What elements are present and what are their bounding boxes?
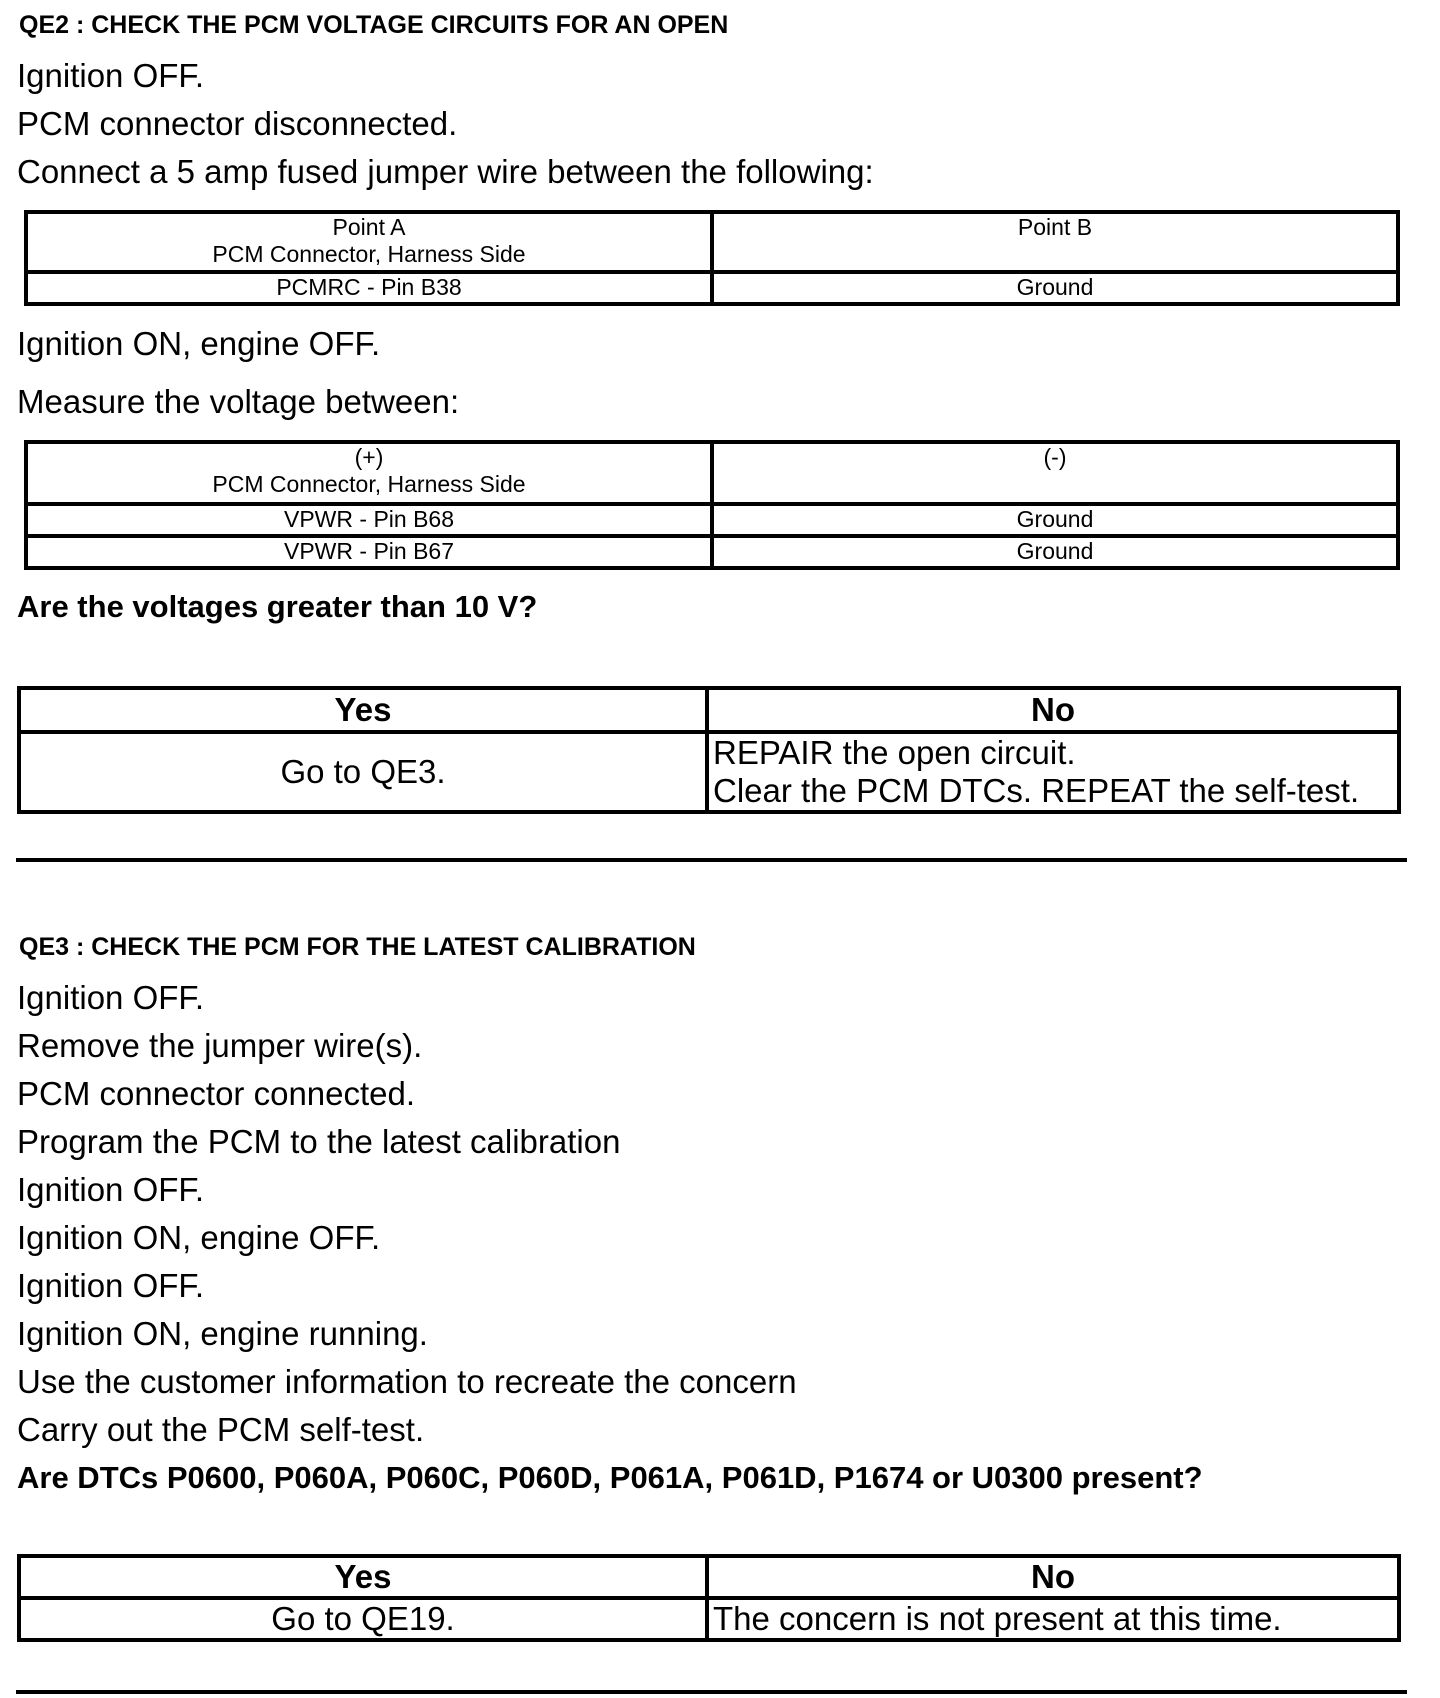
qe3-question: Are DTCs P0600, P060A, P060C, P060D, P061A, P061D, P1674 or U0300 present? <box>17 1460 1203 1495</box>
qe3-step-5: Ignition OFF. <box>17 1171 205 1208</box>
jumper-table-header-point-a <box>26 212 712 272</box>
qe3-step-9: Use the customer information to recreate the concern <box>17 1363 797 1400</box>
qe3-step-3: PCM connector connected. <box>17 1075 416 1112</box>
yes-header: Yes <box>19 688 707 732</box>
jumper-table <box>24 210 1400 306</box>
voltage-ground-cell: Ground <box>712 536 1398 568</box>
yes-header: Yes <box>19 1556 707 1598</box>
plus-label: (+) <box>354 444 384 470</box>
qe2-step-5: Measure the voltage between: <box>17 383 460 420</box>
qe3-step-4: Program the PCM to the latest calibration <box>17 1123 621 1160</box>
table-row <box>19 1598 1399 1640</box>
no-action-cell: The concern is not present at this time. <box>707 1598 1399 1640</box>
table-row <box>19 732 1399 812</box>
yes-action-link[interactable]: Go to QE3. <box>19 732 707 812</box>
qe3-step-6: Ignition ON, engine OFF. <box>17 1219 381 1256</box>
qe2-result-table <box>17 686 1401 814</box>
section-divider <box>16 858 1407 862</box>
repair-instruction: REPAIR the open circuit. <box>713 734 1076 771</box>
table-row <box>26 272 1398 304</box>
jumper-ground-cell: Ground <box>712 272 1398 304</box>
qe2-step-1: Ignition OFF. <box>17 57 205 94</box>
yes-action-link[interactable]: Go to QE19. <box>19 1598 707 1640</box>
voltage-ground-cell: Ground <box>712 504 1398 536</box>
qe2-step-3: Connect a 5 amp fused jumper wire between the following: <box>17 153 874 190</box>
qe2-question: Are the voltages greater than 10 V? <box>17 589 538 624</box>
harness-side-label: PCM Connector, Harness Side <box>212 241 526 267</box>
table-row <box>26 536 1398 568</box>
qe3-step-7: Ignition OFF. <box>17 1267 205 1304</box>
qe2-step-4: Ignition ON, engine OFF. <box>17 325 381 362</box>
table-row <box>26 504 1398 536</box>
qe3-heading: QE3 : CHECK THE PCM FOR THE LATEST CALIBRATION <box>19 933 696 961</box>
qe3-step-2: Remove the jumper wire(s). <box>17 1027 423 1064</box>
qe3-step-10: Carry out the PCM self-test. <box>17 1411 425 1448</box>
qe3-step-1: Ignition OFF. <box>17 979 205 1016</box>
jumper-table-header-point-b: Point B <box>712 212 1398 272</box>
qe3-step-8: Ignition ON, engine running. <box>17 1315 428 1352</box>
voltage-table-header-minus: (-) <box>712 442 1398 504</box>
no-action-cell <box>707 732 1399 812</box>
qe2-heading: QE2 : CHECK THE PCM VOLTAGE CIRCUITS FOR AN OPEN <box>19 11 729 39</box>
section-divider <box>16 1690 1407 1694</box>
no-header: No <box>707 688 1399 732</box>
voltage-table-header-plus <box>26 442 712 504</box>
clear-dtc-instruction: Clear the PCM DTCs. REPEAT the self-test. <box>713 772 1360 809</box>
qe3-result-table <box>17 1554 1401 1642</box>
point-a-label: Point A <box>332 214 406 240</box>
harness-side-label: PCM Connector, Harness Side <box>212 471 526 497</box>
voltage-pin-cell: VPWR - Pin B67 <box>26 536 712 568</box>
jumper-pin-cell: PCMRC - Pin B38 <box>26 272 712 304</box>
voltage-table <box>24 440 1400 570</box>
no-header: No <box>707 1556 1399 1598</box>
qe2-step-2: PCM connector disconnected. <box>17 105 458 142</box>
voltage-pin-cell: VPWR - Pin B68 <box>26 504 712 536</box>
